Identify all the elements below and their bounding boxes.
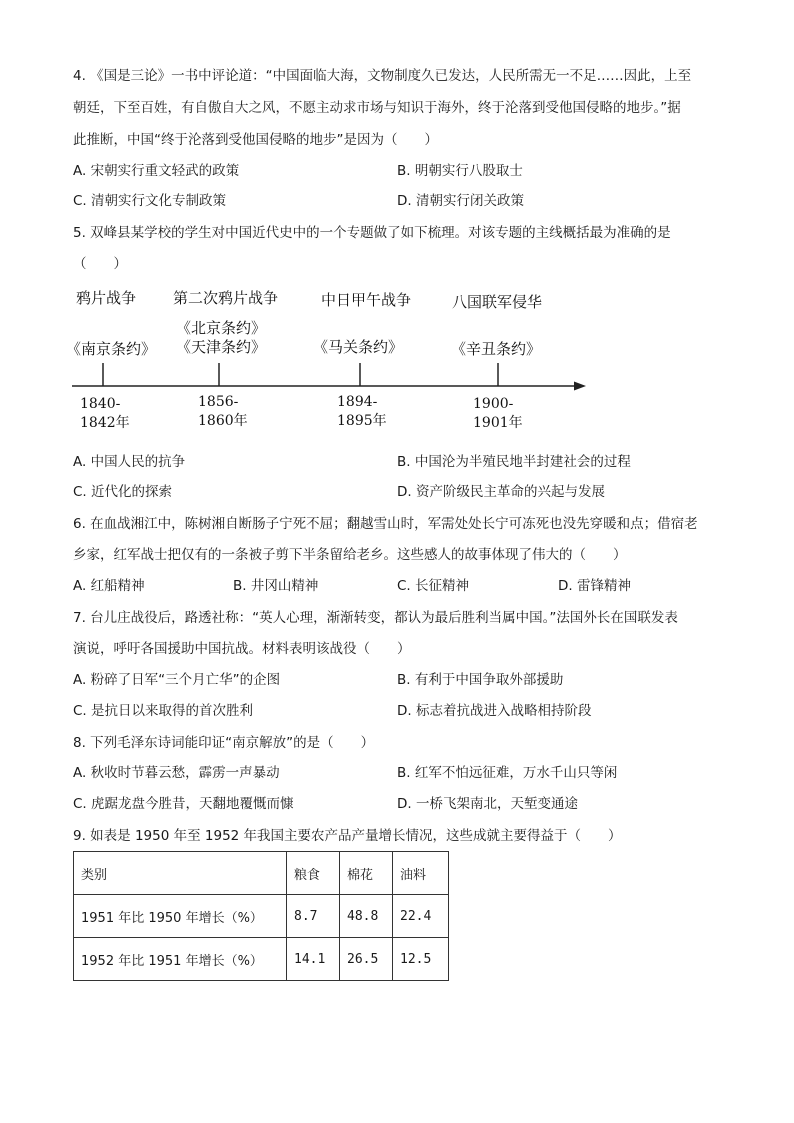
q6-option-a[interactable]: A. 红船精神 bbox=[73, 578, 145, 594]
q8-option-d[interactable]: D. 一桥飞架南北，天堑变通途 bbox=[397, 796, 578, 812]
table-row bbox=[74, 895, 449, 938]
table-cell: 12.5 bbox=[393, 938, 449, 981]
q4-option-d[interactable]: D. 清朝实行闭关政策 bbox=[397, 193, 524, 209]
timeline-war-label: 八国联军侵华 bbox=[452, 293, 543, 311]
table-cell: 1951 年比 1950 年增长（%） bbox=[74, 895, 287, 938]
q6-option-c[interactable]: C. 长征精神 bbox=[397, 578, 470, 594]
timeline-treaty-label: 《北京条约》 bbox=[176, 319, 267, 337]
timeline-year-end: 1895年 bbox=[337, 413, 387, 429]
q4-option-b[interactable]: B. 明朝实行八股取士 bbox=[397, 163, 523, 179]
q8-option-b[interactable]: B. 红军不怕远征难，万水千山只等闲 bbox=[397, 765, 618, 781]
q7-option-a[interactable]: A. 粉碎了日军“三个月亡华”的企图 bbox=[73, 672, 281, 688]
q9-data-table bbox=[73, 851, 449, 981]
q7-option-d[interactable]: D. 标志着抗战进入战略相持阶段 bbox=[397, 703, 592, 719]
timeline-year-start: 1900- bbox=[473, 396, 514, 412]
q8-option-a[interactable]: A. 秋收时节暮云愁，霹雳一声暴动 bbox=[73, 765, 280, 781]
q6-stem-line-2: 乡家，红军战士把仅有的一条被子剪下半条留给老乡。这些感人的故事体现了伟大的（ ） bbox=[73, 547, 627, 563]
timeline-treaty-label: 《天津条约》 bbox=[176, 338, 267, 356]
table-cell: 14.1 bbox=[287, 938, 340, 981]
q4-stem-line-3: 此推断，中国“终于沦落到受他国侵略的地步”是因为（ ） bbox=[73, 132, 438, 148]
table-cell: 1952 年比 1951 年增长（%） bbox=[74, 938, 287, 981]
timeline-year-end: 1842年 bbox=[80, 415, 130, 431]
table-cell: 48.8 bbox=[340, 895, 393, 938]
timeline-treaty-label: 《辛丑条约》 bbox=[451, 340, 542, 358]
timeline-year-start: 1840- bbox=[80, 396, 121, 412]
q4-option-a[interactable]: A. 宋朝实行重文轻武的政策 bbox=[73, 163, 240, 179]
q6-stem-line-1: 6. 在血战湘江中，陈树湘自断肠子宁死不屈；翻越雪山时，军需处处长宁可冻死也没先穿暖和点；借宿老 bbox=[73, 516, 698, 532]
timeline-war-label: 中日甲午战争 bbox=[321, 291, 412, 309]
q7-option-c[interactable]: C. 是抗日以来取得的首次胜利 bbox=[73, 703, 254, 719]
q8-stem-line-1: 8. 下列毛泽东诗词能印证“南京解放”的是（ ） bbox=[73, 735, 375, 751]
table-header-cell: 油料 bbox=[393, 852, 449, 895]
timeline-war-label: 第二次鸦片战争 bbox=[173, 289, 279, 307]
q7-option-b[interactable]: B. 有利于中国争取外部援助 bbox=[397, 672, 564, 688]
table-header-cell: 棉花 bbox=[340, 852, 393, 895]
q5-option-c[interactable]: C. 近代化的探索 bbox=[73, 484, 173, 500]
q9-stem-line-1: 9. 如表是 1950 年至 1952 年我国主要农产品产量增长情况，这些成就主要得益于（ ） bbox=[73, 828, 622, 844]
q5-option-a[interactable]: A. 中国人民的抗争 bbox=[73, 454, 186, 470]
q5-option-d[interactable]: D. 资产阶级民主革命的兴起与发展 bbox=[397, 484, 605, 500]
timeline-treaty-label: 《南京条约》 bbox=[66, 340, 157, 358]
timeline-axis bbox=[60, 355, 600, 400]
q4-stem-line-2: 朝廷，下至百姓，有自傲自大之风，不愿主动求市场与知识于海外，终于沦落到受他国侵略的地步。”据 bbox=[73, 100, 681, 116]
q5-stem-line-2: （ ） bbox=[73, 256, 127, 272]
timeline-year-start: 1894- bbox=[337, 394, 378, 410]
table-row bbox=[74, 938, 449, 981]
timeline-arrowhead bbox=[574, 382, 586, 391]
table-header-cell: 粮食 bbox=[287, 852, 340, 895]
q4-option-c[interactable]: C. 清朝实行文化专制政策 bbox=[73, 193, 227, 209]
q7-stem-line-2: 演说，呼吁各国援助中国抗战。材料表明该战役（ ） bbox=[73, 641, 411, 657]
timeline-year-end: 1860年 bbox=[198, 413, 248, 429]
q5-option-b[interactable]: B. 中国沦为半殖民地半封建社会的过程 bbox=[397, 454, 631, 470]
q7-stem-line-1: 7. 台儿庄战役后，路透社称：“英人心理，渐渐转变，都认为最后胜利当属中国。”法国外长在国联发表 bbox=[73, 610, 678, 626]
q5-stem-line-1: 5. 双峰县某学校的学生对中国近代史中的一个专题做了如下梳理。对该专题的主线概括最为准确的是 bbox=[73, 225, 671, 241]
table-cell: 8.7 bbox=[287, 895, 340, 938]
timeline-treaty-label: 《马关条约》 bbox=[313, 338, 404, 356]
timeline-war-label: 鸦片战争 bbox=[76, 289, 137, 307]
q8-option-c[interactable]: C. 虎踞龙盘今胜昔，天翻地覆慨而慷 bbox=[73, 796, 294, 812]
timeline-year-end: 1901年 bbox=[473, 415, 523, 431]
table-cell: 26.5 bbox=[340, 938, 393, 981]
table-header-cell: 类别 bbox=[74, 852, 287, 895]
table-cell: 22.4 bbox=[393, 895, 449, 938]
q6-option-b[interactable]: B. 井冈山精神 bbox=[233, 578, 319, 594]
q6-option-d[interactable]: D. 雷锋精神 bbox=[558, 578, 631, 594]
timeline-year-start: 1856- bbox=[198, 394, 239, 410]
table-header-row bbox=[74, 852, 449, 895]
q4-stem-line-1: 4. 《国是三论》一书中评论道：“中国面临大海，文物制度久已发达，人民所需无一不足……因此，上至 bbox=[73, 68, 692, 84]
